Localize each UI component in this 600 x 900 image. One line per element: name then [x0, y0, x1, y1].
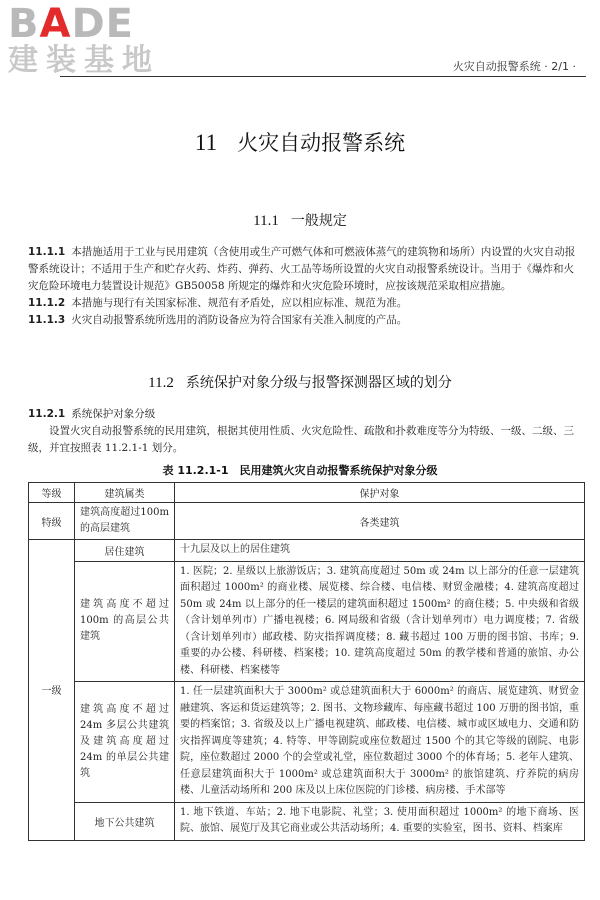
logo-wordmark: BADE	[8, 1, 134, 47]
header-object: 保护对象	[175, 483, 585, 503]
object-cell: 十九层及以上的居住建筑	[175, 540, 585, 562]
category-cell: 建筑高度不超过100m 的高层公共建筑	[75, 561, 175, 682]
object-cell: 1. 地下铁道、车站；2. 地下电影院、礼堂；3. 使用面积超过 1000m² 的地下商场、医院、旅馆、展览厅及其它商业或公共活动场所；4. 重要的实验室，图书、资料、档案库	[175, 802, 585, 840]
section-title-11-1: 11.1 一般规定	[253, 213, 347, 229]
brand-logo	[8, 1, 178, 78]
protection-level-table	[28, 482, 585, 841]
chapter-number: 11	[194, 130, 218, 155]
level-special: 特级	[29, 503, 75, 540]
category-special: 建筑高度超过100m 的高层建筑	[75, 503, 175, 540]
chapter-title-text: 火灾自动报警系统	[237, 131, 406, 155]
clause-11-2-1-text: 设置火灾自动报警系统的民用建筑，根据其使用性质、火灾危险性、疏散和扑救难度等分为特级、一级、二级、三级，并宜按照表 11.2.1-1 划分。	[28, 425, 574, 454]
logo-accent-letter: A	[39, 1, 72, 47]
clause-11-2-1	[28, 406, 582, 457]
object-cell: 1. 医院；2. 星级以上旅游饭店；3. 建筑高度超过 50m 或 24m 以上部分的任意一层建筑面积超过 1000m² 的商业楼、展览楼、综合楼、电信楼、财贸金融楼；4. 建筑高度超过 50m 或 24m 以上部分的任一楼层的建筑面积超过 1500m² 的商住楼；5. 中央级和省级（含计划单列市）广播电视楼；6. 网局级和省级（含计划单列市）电力调度楼；7. 省级（含计划单列市）邮政楼、防灾指挥调度楼；8. 藏书超过 100 万册的图书馆、书库；9. 重要的办公楼、科研楼、档案楼；10. 建筑高度超过 50m 的教学楼和普通的旅馆、办公楼、科研楼、档案楼等	[175, 561, 585, 682]
header-level: 等级	[29, 483, 75, 503]
clause-11-2-1-heading: 11.2.1 系统保护对象分级	[28, 408, 156, 420]
table-row	[29, 540, 585, 562]
table-header-row	[29, 483, 585, 503]
header-category: 建筑属类	[75, 483, 175, 503]
level-first: 一级	[29, 540, 75, 841]
table-row	[29, 682, 585, 803]
clauses-11-1	[28, 244, 582, 329]
clause-11-1-2: 11.1.2 本措施与现行有关国家标准、规范有矛盾处，应以相应标准、规范为准。	[28, 297, 408, 309]
chapter-title	[0, 127, 600, 157]
category-cell: 建筑高度不超过24m 多层公共建筑及建筑高度超过24m 的单层公共建筑	[75, 682, 175, 803]
table-row	[29, 802, 585, 840]
clause-11-1-1: 11.1.1 本措施适用于工业与民用建筑（含使用或生产可燃气体和可燃液体蒸气的建筑物和场所）内设置的火灾自动报警系统设计；不适用于生产和贮存火药、炸药、弹药、火工品等场所设置的火灾自动报警系统设计。当用于《爆炸和火灾危险环境电力装置设计规范》GB50058 所规定的爆炸和火灾危险环境时，应按该规范采取相应措施。	[28, 246, 576, 292]
category-cell: 地下公共建筑	[75, 802, 175, 840]
section-title-11-2: 11.2 系统保护对象分级与报警探测器区域的划分	[148, 375, 452, 391]
object-cell: 1. 任一层建筑面积大于 3000m² 或总建筑面积大于 6000m² 的商店、展览建筑、财贸金融建筑、客运和货运建筑等；2. 图书、文物珍藏库、每座藏书超过 100 万册的图书馆，重要的档案馆；3. 省级及以上广播电视建筑、邮政楼、电信楼、城市或区域电力、交通和防灾指挥调度等建筑；4. 特等、甲等剧院或座位数超过 1500 个的其它等级的剧院、电影院，座位数超过 2000 个的会堂或礼堂，座位数超过 3000 个的体育场；5. 老年人建筑、任意层建筑面积大于 1000m² 或总建筑面积大于 3000m² 的旅馆建筑、疗养院的病房楼、儿童活动场所和 200 床及以上床位医院的门诊楼、病房楼、手术部等	[175, 682, 585, 803]
object-special: 各类建筑	[175, 503, 585, 540]
table-caption: 表 11.2.1-1 民用建筑火灾自动报警系统保护对象分级	[162, 464, 438, 477]
header-divider	[60, 76, 586, 77]
logo-chinese-name: 建装基地	[8, 43, 160, 78]
table-row-special	[29, 503, 585, 540]
clause-11-1-3: 11.1.3 火灾自动报警系统所选用的消防设备应为符合国家有关准入制度的产品。	[28, 314, 408, 326]
category-cell: 居住建筑	[75, 540, 175, 562]
table-row	[29, 561, 585, 682]
running-header: 火灾自动报警系统 · 2/1 ·	[452, 60, 576, 73]
